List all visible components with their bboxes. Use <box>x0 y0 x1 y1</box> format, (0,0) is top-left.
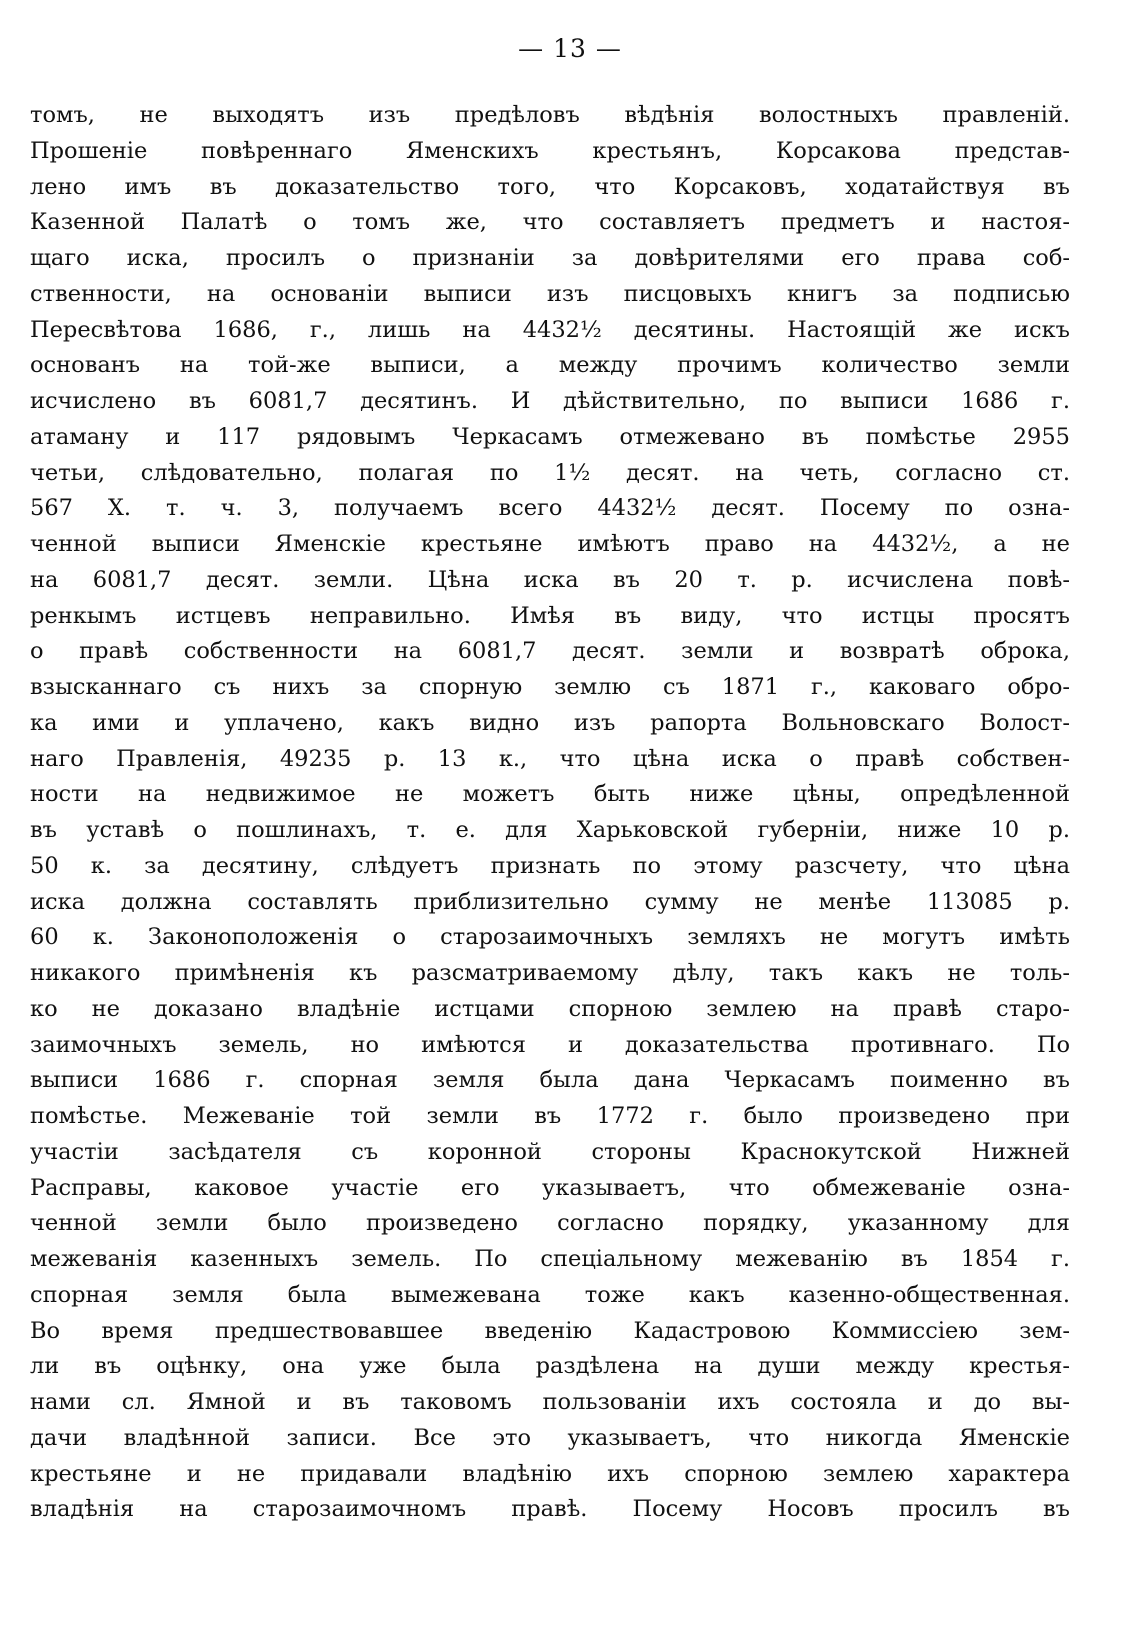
text-line: томъ, не выходятъ изъ предѣловъ вѣдѣнія волостныхъ правленій. <box>30 102 1070 128</box>
text-line: ли въ оцѣнку, она уже была раздѣлена на души между крестья- <box>30 1353 1070 1380</box>
text-line: атаману и 117 рядовымъ Черкасамъ отмежевано въ помѣстье 2955 <box>30 423 1070 450</box>
page-number: — 13 — <box>518 34 622 63</box>
text-line: Пересвѣтова 1686, г., лишь на 4432½ десятины. Настоящій же искъ <box>30 316 1070 343</box>
text-line: Расправы, каковое участіе его указываетъ, что обмежеваніе озна- <box>30 1174 1070 1201</box>
text-line: Прошеніе повѣреннаго Яменскихъ крестьянъ, Корсакова представ- <box>30 137 1070 164</box>
text-line: крестьяне и не придавали владѣнію ихъ спорною землею характера <box>30 1460 1070 1487</box>
text-line: выписи 1686 г. спорная земля была дана Черкасамъ поименно въ <box>30 1067 1070 1094</box>
text-line: на 6081,7 десят. земли. Цѣна иска въ 20 т. р. исчислена повѣ- <box>30 566 1070 593</box>
text-line: о правѣ собственности на 6081,7 десят. земли и возвратѣ оброка, <box>30 638 1070 665</box>
text-line: нами сл. Ямной и въ таковомъ пользованіи ихъ состояла и до вы- <box>30 1389 1070 1415</box>
text-line: наго Правленія, 49235 р. 13 к., что цѣна иска о правѣ собствен- <box>30 745 1070 772</box>
text-line: ченной земли было произведено согласно порядку, указанному для <box>30 1210 1070 1237</box>
text-line: въ уставѣ о пошлинахъ, т. е. для Харьковской губерніи, ниже 10 р. <box>30 817 1070 843</box>
text-line: ченной выписи Яменскіе крестьяне имѣютъ право на 4432½, а не <box>30 531 1070 557</box>
text-line: 50 к. за десятину, слѣдуетъ признать по этому разсчету, что цѣна <box>30 852 1070 879</box>
text-line: помѣстье. Межеваніе той земли въ 1772 г. было произведено при <box>30 1103 1070 1129</box>
text-line: иска должна составлять приблизительно сумму не менѣе 113085 р. <box>30 888 1070 915</box>
text-line: владѣнія на старозаимочномъ правѣ. Посему Носовъ просилъ въ <box>30 1496 1070 1523</box>
text-line: дачи владѣнной записи. Все это указываетъ, что никогда Яменскіе <box>30 1424 1070 1451</box>
text-line: лено имъ въ доказательство того, что Корсаковъ, ходатайствуя въ <box>30 173 1070 200</box>
text-line: ко не доказано владѣніе истцами спорною землею на правѣ старо- <box>30 995 1070 1022</box>
text-line: участіи засѣдателя съ коронной стороны Краснокутской Нижней <box>30 1138 1070 1165</box>
text-line: ренкымъ истцевъ неправильно. Имѣя въ виду, что истцы просятъ <box>30 602 1070 629</box>
text-line: ка ими и уплачено, какъ видно изъ рапорта Вольновскаго Волост- <box>30 709 1070 736</box>
text-line: 60 к. Законоположенія о старозаимочныхъ земляхъ не могутъ имѣть <box>30 924 1070 951</box>
text-line: ности на недвижимое не можетъ быть ниже цѣны, опредѣленной <box>30 781 1070 808</box>
text-line: ственности, на основаніи выписи изъ писцовыхъ книгъ за подписью <box>30 280 1070 307</box>
text-line: щаго иска, просилъ о признаніи за довѣрителями его права соб- <box>30 245 1070 271</box>
text-line: четьи, слѣдовательно, полагая по 1½ десят. на четь, согласно ст. <box>30 459 1070 486</box>
text-line: никакого примѣненія къ разсматриваемому дѣлу, такъ какъ не толь- <box>30 960 1070 986</box>
text-line: Во время предшествовавшее введенію Кадастровою Коммиссіею зем- <box>30 1317 1070 1344</box>
text-line: основанъ на той-же выписи, а между прочимъ количество земли <box>30 352 1070 379</box>
text-line: исчислено въ 6081,7 десятинъ. И дѣйствительно, по выписи 1686 г. <box>30 388 1070 414</box>
text-line: 567 X. т. ч. 3, получаемъ всего 4432½ десят. Посему по озна- <box>30 495 1070 522</box>
body-text <box>30 98 1070 1528</box>
text-line: заимочныхъ земель, но имѣются и доказательства противнаго. По <box>30 1031 1070 1058</box>
text-line: взысканнаго съ нихъ за спорную землю съ 1871 г., каковаго обро- <box>30 674 1070 700</box>
text-line: спорная земля была вымежевана тоже какъ казенно-общественная. <box>30 1281 1070 1308</box>
text-line: межеванія казенныхъ земель. По спеціальному межеванію въ 1854 г. <box>30 1246 1070 1272</box>
text-line: Казенной Палатѣ о томъ же, что составляетъ предметъ и настоя- <box>30 209 1070 236</box>
